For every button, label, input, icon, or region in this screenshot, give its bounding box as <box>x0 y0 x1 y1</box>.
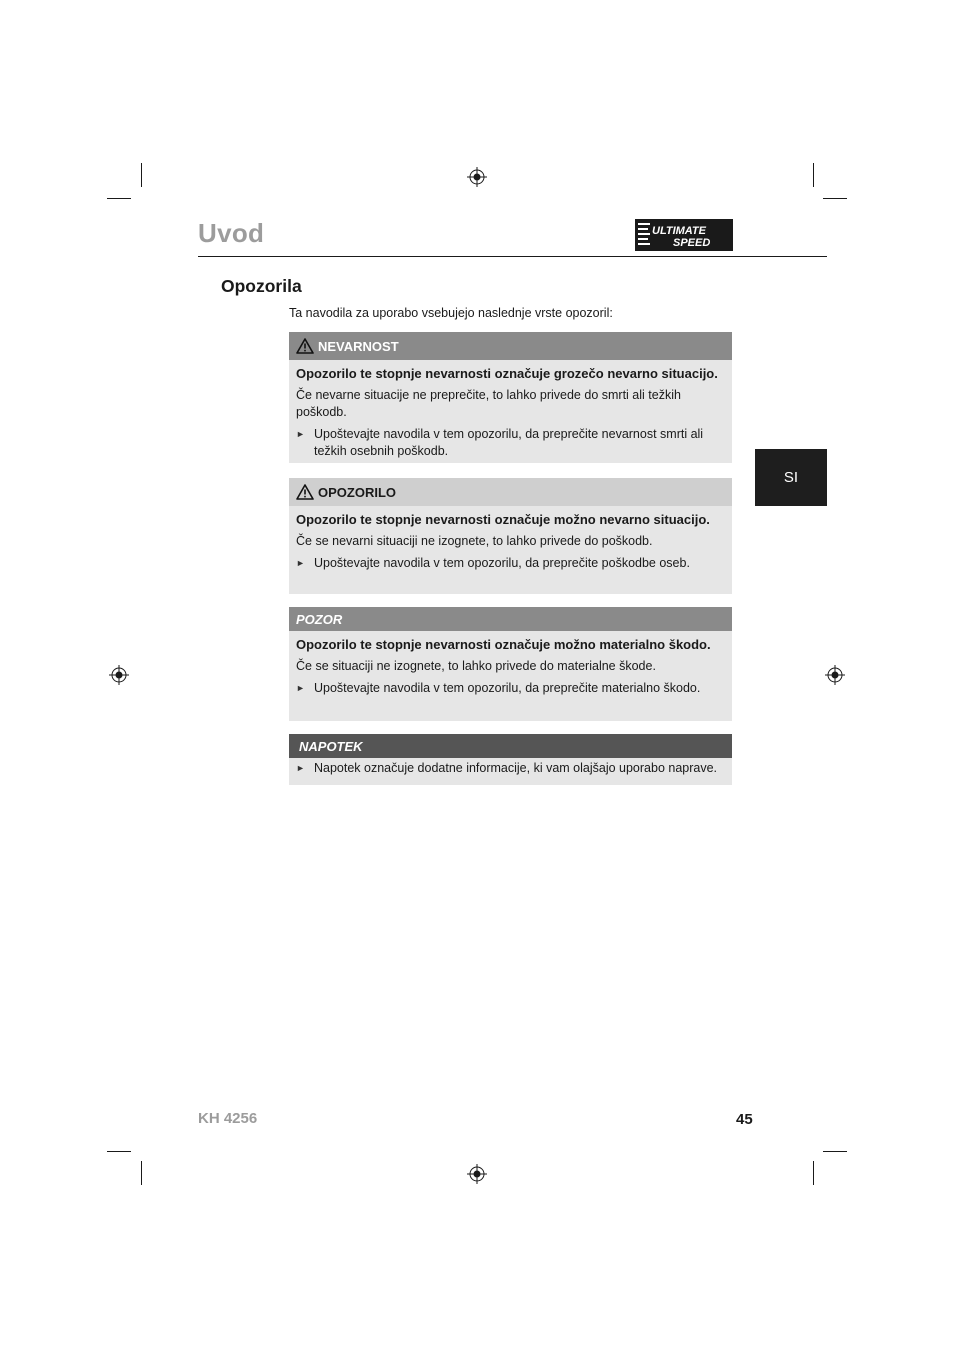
crop-mark <box>107 1151 131 1152</box>
crop-mark <box>141 1161 142 1185</box>
warning-text: Če se nevarni situaciji ne izognete, to lahko privede do poškodb. <box>296 534 653 548</box>
list-item <box>296 555 725 572</box>
warning-label: POZOR <box>296 611 343 627</box>
crop-mark <box>823 1151 847 1152</box>
warning-label: NEVARNOST <box>318 338 399 354</box>
section-title: Uvod <box>198 218 265 248</box>
warning-box-header <box>289 478 732 506</box>
language-tab: SI <box>755 449 827 506</box>
crop-mark <box>813 1161 814 1185</box>
warning-box-header <box>289 607 732 631</box>
list-item <box>296 760 725 777</box>
warning-label: OPOZORILO <box>318 484 396 500</box>
warning-bold-text: Opozorilo te stopnje nevarnosti označuje možno nevarno situacijo. <box>296 512 710 527</box>
warning-box-warning <box>289 478 732 594</box>
svg-text:SPEED: SPEED <box>673 237 711 249</box>
note-box <box>289 734 732 785</box>
crop-mark <box>107 198 131 199</box>
model-number: KH 4256 <box>198 1110 258 1127</box>
warning-text: Če nevarne situacije ne preprečite, to lahko privede do smrti ali težkih poškodb. <box>296 388 681 419</box>
header-rule <box>198 256 827 257</box>
brand-logo <box>635 219 733 251</box>
bullet-text: Upoštevajte navodila v tem opozorilu, da preprečite poškodbe oseb. <box>314 556 690 570</box>
warning-triangle-icon <box>296 338 314 354</box>
intro-text: Ta navodila za uporabo vsebujejo naslednje vrste opozoril: <box>289 306 613 320</box>
registration-mark-icon <box>467 167 487 187</box>
page-number: 45 <box>736 1111 753 1128</box>
bullet-text: Upoštevajte navodila v tem opozorilu, da preprečite materialno škodo. <box>314 681 701 695</box>
warning-text: Če se situaciji ne izognete, to lahko privede do materialne škode. <box>296 659 656 673</box>
arrow-right-icon: ► <box>296 683 305 693</box>
warning-bold-text: Opozorilo te stopnje nevarnosti označuje možno materialno škodo. <box>296 637 711 652</box>
bullet-text: Napotek označuje dodatne informacije, ki vam olajšajo uporabo naprave. <box>314 761 718 775</box>
warning-bold-text: Opozorilo te stopnje nevarnosti označuje grozečo nevarno situacijo. <box>296 366 718 381</box>
crop-mark <box>141 163 142 187</box>
arrow-right-icon: ► <box>296 763 305 773</box>
svg-text:ULTIMATE: ULTIMATE <box>652 225 706 237</box>
crop-mark <box>823 198 847 199</box>
warning-triangle-icon <box>296 484 314 500</box>
crop-mark <box>813 163 814 187</box>
warning-box-header <box>289 332 732 360</box>
note-box-header <box>289 734 732 758</box>
list-item <box>296 426 725 460</box>
registration-mark-icon <box>825 665 845 685</box>
page-heading: Opozorila <box>221 276 302 296</box>
arrow-right-icon: ► <box>296 429 305 439</box>
warning-box-caution <box>289 607 732 721</box>
registration-mark-icon <box>467 1164 487 1184</box>
warning-box-danger <box>289 332 732 463</box>
list-item <box>296 680 725 697</box>
registration-mark-icon <box>109 665 129 685</box>
arrow-right-icon: ► <box>296 558 305 568</box>
bullet-text: Upoštevajte navodila v tem opozorilu, da preprečite nevarnost smrti ali težkih osebnih poškodb. <box>314 427 704 458</box>
note-label: NAPOTEK <box>299 738 363 754</box>
